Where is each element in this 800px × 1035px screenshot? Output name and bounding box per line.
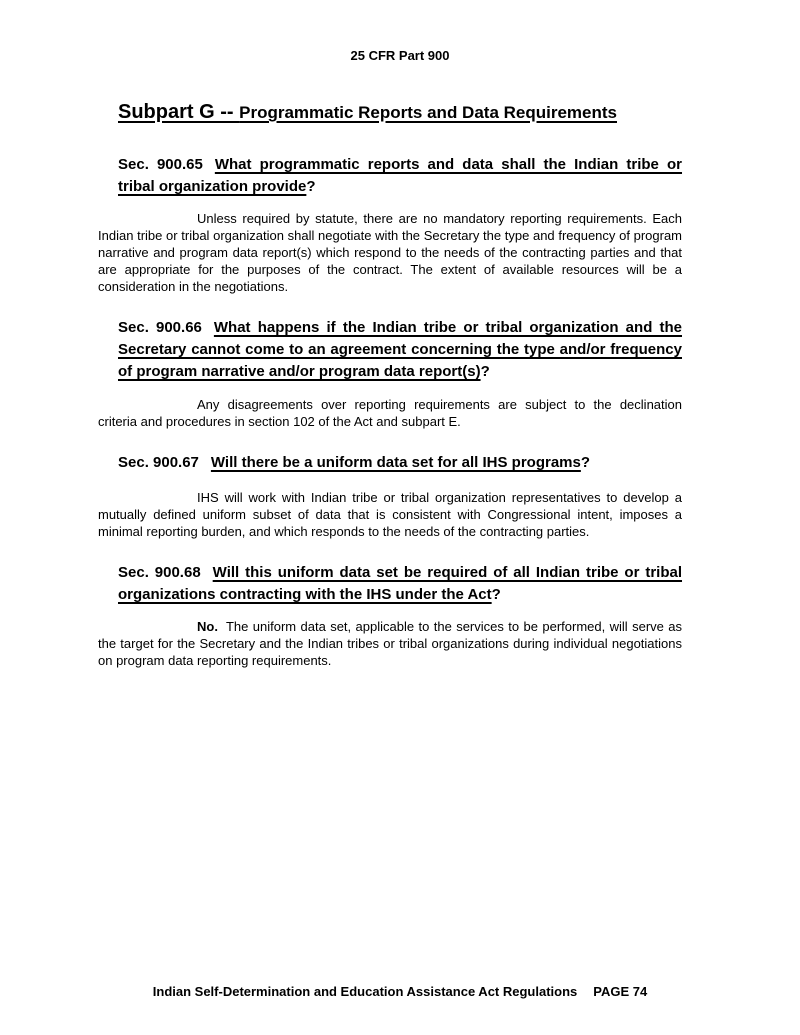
document-content — [98, 95, 682, 669]
question-mark: ? — [491, 585, 501, 603]
subpart-heading — [118, 95, 682, 125]
section-number: Sec. 900.66 — [118, 319, 202, 337]
question-mark: ? — [580, 453, 591, 471]
subpart-title: Programmatic Reports and Data Requirements — [239, 103, 617, 122]
section-number: Sec. 900.65 — [118, 156, 203, 173]
section-900-68-heading — [118, 562, 682, 606]
section-number: Sec. 900.68 — [118, 563, 201, 581]
section-900-68-paragraph — [98, 618, 682, 669]
question-mark: ? — [306, 178, 316, 195]
section-900-65-heading — [118, 154, 682, 198]
section-900-66-paragraph: Any disagreements over reporting requirements are subject to the declination criteria and procedures in section 102 of the Act and subpart E. — [98, 396, 682, 429]
section-900-67-heading — [118, 452, 682, 474]
section-question: Will this uniform data set be required of all Indian tribe or tribal organizations contracting with the IHS under the Act — [118, 563, 683, 603]
section-question: What programmatic reports and data shall the Indian tribe or tribal organization provide — [118, 156, 683, 195]
paragraph-text: The uniform data set, applicable to the services to be performed, will serve as the target for the Secretary and the Indian tribes or tribal organizations during individual negotiations on program data reporting requirements. — [98, 619, 682, 669]
subpart-label: Subpart G -- — [118, 101, 240, 123]
footer-page-number: PAGE 74 — [593, 984, 648, 999]
section-900-66-heading — [118, 317, 682, 383]
section-question: What happens if the Indian tribe or tribal organization and the Secretary cannot come to an agreement concerning the type and/or frequency of program narrative and/or program data report(s) — [118, 319, 682, 381]
section-900-67-paragraph: IHS will work with Indian tribe or tribal organization representatives to develop a mutually defined uniform subset of data that is consistent with Congressional intent, imposes a minimal reporting burden, and which responds to the needs of the contracting parties. — [98, 489, 682, 539]
section-number: Sec. 900.67 — [118, 453, 199, 471]
section-900-65-paragraph: Unless required by statute, there are no mandatory reporting requirements. Each Indian tribe or tribal organization shall negotiate with the Secretary the type and frequency of program narrative and program data report(s) which respond to the needs of the contracting parties and that are appropriate for the purposes of the contract. The extent of available resources will be a consideration in the negotiations. — [98, 211, 682, 295]
footer-title: Indian Self-Determination and Education Assistance Act Regulations — [152, 984, 578, 999]
document-footer — [0, 985, 800, 998]
document-header: 25 CFR Part 900 — [350, 48, 450, 63]
section-question: Will there be a uniform data set for all IHS programs — [210, 453, 581, 471]
paragraph-bold-lead: No. — [197, 619, 218, 635]
question-mark: ? — [480, 363, 490, 381]
